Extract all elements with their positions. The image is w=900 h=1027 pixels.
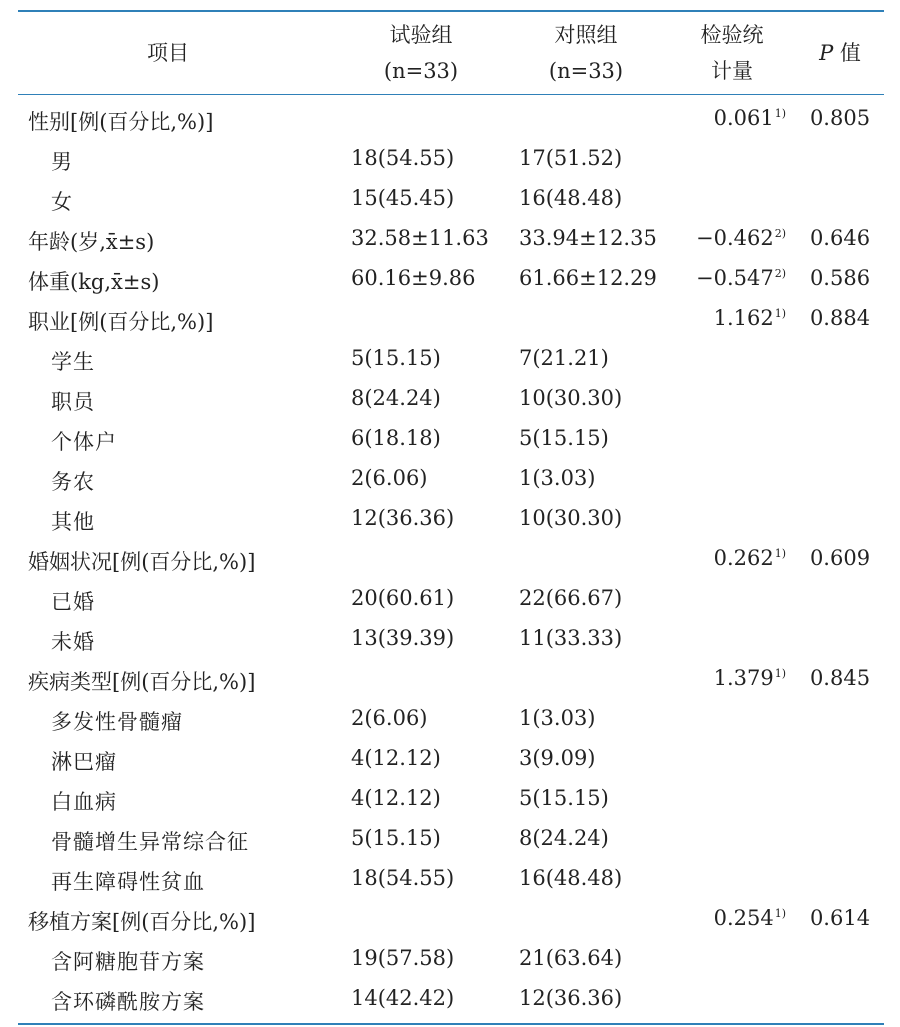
row-label: 再生障碍性贫血	[51, 870, 205, 894]
test-group-value: 60.16±9.86	[351, 266, 476, 290]
statistic-cell	[686, 266, 786, 290]
row-label: 疾病类型[例(百分比,%)]	[28, 670, 256, 694]
test-group-value: 32.58±11.63	[351, 226, 489, 250]
test-group-value: 4(12.12)	[351, 786, 441, 810]
statistic-value: 0.061	[713, 106, 774, 130]
control-group-value: 22(66.67)	[519, 586, 623, 610]
control-group-value: 8(24.24)	[519, 826, 609, 850]
statistic-cell	[686, 306, 786, 330]
control-group-value: 61.66±12.29	[519, 266, 657, 290]
header-item-label: 项目	[147, 41, 189, 65]
table-row-subitem	[18, 981, 884, 1021]
statistic-cell	[686, 746, 786, 770]
control-group-value: 21(63.64)	[519, 946, 623, 970]
test-group-value: 18(54.55)	[351, 146, 455, 170]
test-group-value: 5(15.15)	[351, 826, 441, 850]
test-group-value: 6(18.18)	[351, 426, 441, 450]
statistic-footnote: 1)	[774, 547, 786, 560]
test-group-value: 13(39.39)	[351, 626, 455, 650]
statistic-cell	[686, 986, 786, 1010]
table-row-subitem	[18, 141, 884, 181]
control-group-value: 16(48.48)	[519, 186, 623, 210]
table-row-subitem	[18, 341, 884, 381]
row-label: 婚姻状况[例(百分比,%)]	[28, 550, 256, 574]
test-group-value: 4(12.12)	[351, 746, 441, 770]
p-value: 0.646	[809, 226, 871, 250]
table-row-category	[18, 301, 884, 341]
table-row-subitem	[18, 941, 884, 981]
row-label: 务农	[51, 470, 95, 494]
statistic-cell	[686, 946, 786, 970]
control-group-value: 33.94±12.35	[519, 226, 657, 250]
statistic-cell	[686, 626, 786, 650]
test-group-value: 2(6.06)	[351, 466, 428, 490]
row-label: 未婚	[51, 630, 95, 654]
control-group-value: 7(21.21)	[519, 346, 609, 370]
test-group-value: 15(45.45)	[351, 186, 455, 210]
statistic-cell	[686, 426, 786, 450]
header-control-label: 对照组	[554, 23, 618, 47]
test-group-value: 8(24.24)	[351, 386, 441, 410]
header-test-group	[345, 12, 497, 94]
row-label: 职员	[51, 390, 95, 414]
header-p-value	[796, 12, 884, 94]
statistic-cell	[686, 906, 786, 930]
header-test-n: (n=33)	[383, 59, 459, 83]
p-value: 0.586	[809, 266, 871, 290]
statistic-footnote: 2)	[774, 227, 786, 240]
table-row-subitem	[18, 821, 884, 861]
table-row-category	[18, 661, 884, 701]
statistic-cell	[686, 466, 786, 490]
control-group-value: 12(36.36)	[519, 986, 623, 1010]
table-row-subitem	[18, 181, 884, 221]
statistic-cell	[686, 666, 786, 690]
test-group-value: 5(15.15)	[351, 346, 441, 370]
table-row-subitem	[18, 421, 884, 461]
statistic-cell	[686, 186, 786, 210]
table-row-subitem	[18, 741, 884, 781]
header-p-letter: P	[819, 41, 834, 65]
statistic-value: 1.379	[713, 666, 774, 690]
table-row-category	[18, 901, 884, 941]
statistic-value: 0.254	[713, 906, 774, 930]
table-row-category	[18, 221, 884, 261]
table-row-category	[18, 541, 884, 581]
table-row-subitem	[18, 861, 884, 901]
row-label: 含阿糖胞苷方案	[51, 950, 205, 974]
control-group-value: 10(30.30)	[519, 506, 623, 530]
statistic-footnote: 1)	[774, 667, 786, 680]
statistic-footnote: 1)	[774, 307, 786, 320]
test-group-value: 14(42.42)	[351, 986, 455, 1010]
statistic-value: 1.162	[713, 306, 774, 330]
header-p-word: 值	[839, 41, 861, 65]
statistic-footnote: 1)	[774, 107, 786, 120]
table-row-subitem	[18, 701, 884, 741]
table-row-subitem	[18, 501, 884, 541]
statistic-footnote: 2)	[774, 267, 786, 280]
control-group-value: 16(48.48)	[519, 866, 623, 890]
statistic-cell	[686, 506, 786, 530]
header-item	[18, 12, 318, 94]
table-row-subitem	[18, 461, 884, 501]
test-group-value: 19(57.58)	[351, 946, 455, 970]
statistic-value: −0.462	[695, 226, 774, 250]
p-value: 0.805	[809, 106, 871, 130]
statistic-cell	[686, 546, 786, 570]
header-statistic-line1: 检验统	[700, 23, 764, 47]
header-control-n: (n=33)	[548, 59, 624, 83]
table-row-subitem	[18, 381, 884, 421]
statistic-footnote: 1)	[774, 907, 786, 920]
table-row-category	[18, 261, 884, 301]
header-control-group	[502, 12, 670, 94]
row-label: 移植方案[例(百分比,%)]	[28, 910, 256, 934]
control-group-value: 1(3.03)	[519, 466, 596, 490]
statistic-cell	[686, 866, 786, 890]
control-group-value: 10(30.30)	[519, 386, 623, 410]
test-group-value: 12(36.36)	[351, 506, 455, 530]
control-group-value: 5(15.15)	[519, 426, 609, 450]
statistic-value: 0.262	[713, 546, 774, 570]
row-label: 性别[例(百分比,%)]	[28, 110, 214, 134]
row-label: 淋巴瘤	[51, 750, 117, 774]
row-label: 多发性骨髓瘤	[51, 710, 183, 734]
row-label: 其他	[51, 510, 95, 534]
row-label: 含环磷酰胺方案	[51, 990, 205, 1014]
p-value: 0.884	[809, 306, 871, 330]
row-label: 职业[例(百分比,%)]	[28, 310, 214, 334]
header-p-text	[819, 35, 861, 71]
statistic-cell	[686, 346, 786, 370]
table-row-subitem	[18, 621, 884, 661]
row-label: 年龄(岁,x̄±s)	[28, 230, 155, 254]
header-test-label: 试验组	[389, 23, 453, 47]
row-label: 体重(kg,x̄±s)	[28, 270, 160, 294]
table-body	[18, 95, 884, 1023]
statistic-cell	[686, 586, 786, 610]
test-group-value: 18(54.55)	[351, 866, 455, 890]
row-label: 女	[51, 190, 73, 214]
statistic-cell	[686, 786, 786, 810]
control-group-value: 1(3.03)	[519, 706, 596, 730]
baseline-table	[18, 10, 884, 1025]
row-label: 学生	[51, 350, 95, 374]
test-group-value: 2(6.06)	[351, 706, 428, 730]
control-group-value: 11(33.33)	[519, 626, 623, 650]
header-statistic-line2: 计量	[711, 59, 753, 83]
row-label: 骨髓增生异常综合征	[51, 830, 249, 854]
table-header	[18, 12, 884, 94]
row-label: 白血病	[51, 790, 117, 814]
p-value: 0.845	[809, 666, 871, 690]
table-row-subitem	[18, 781, 884, 821]
statistic-cell	[686, 706, 786, 730]
statistic-cell	[686, 146, 786, 170]
row-label: 已婚	[51, 590, 95, 614]
statistic-cell	[686, 226, 786, 250]
statistic-cell	[686, 386, 786, 410]
control-group-value: 5(15.15)	[519, 786, 609, 810]
table-row-subitem	[18, 581, 884, 621]
p-value: 0.614	[809, 906, 871, 930]
control-group-value: 3(9.09)	[519, 746, 596, 770]
row-label: 男	[51, 150, 73, 174]
table-row-category	[18, 101, 884, 141]
statistic-cell	[686, 826, 786, 850]
header-statistic	[678, 12, 786, 94]
test-group-value: 20(60.61)	[351, 586, 455, 610]
row-label: 个体户	[51, 430, 117, 454]
control-group-value: 17(51.52)	[519, 146, 623, 170]
bottom-rule	[18, 1023, 884, 1025]
statistic-cell	[686, 106, 786, 130]
statistic-value: −0.547	[695, 266, 774, 290]
p-value: 0.609	[809, 546, 871, 570]
